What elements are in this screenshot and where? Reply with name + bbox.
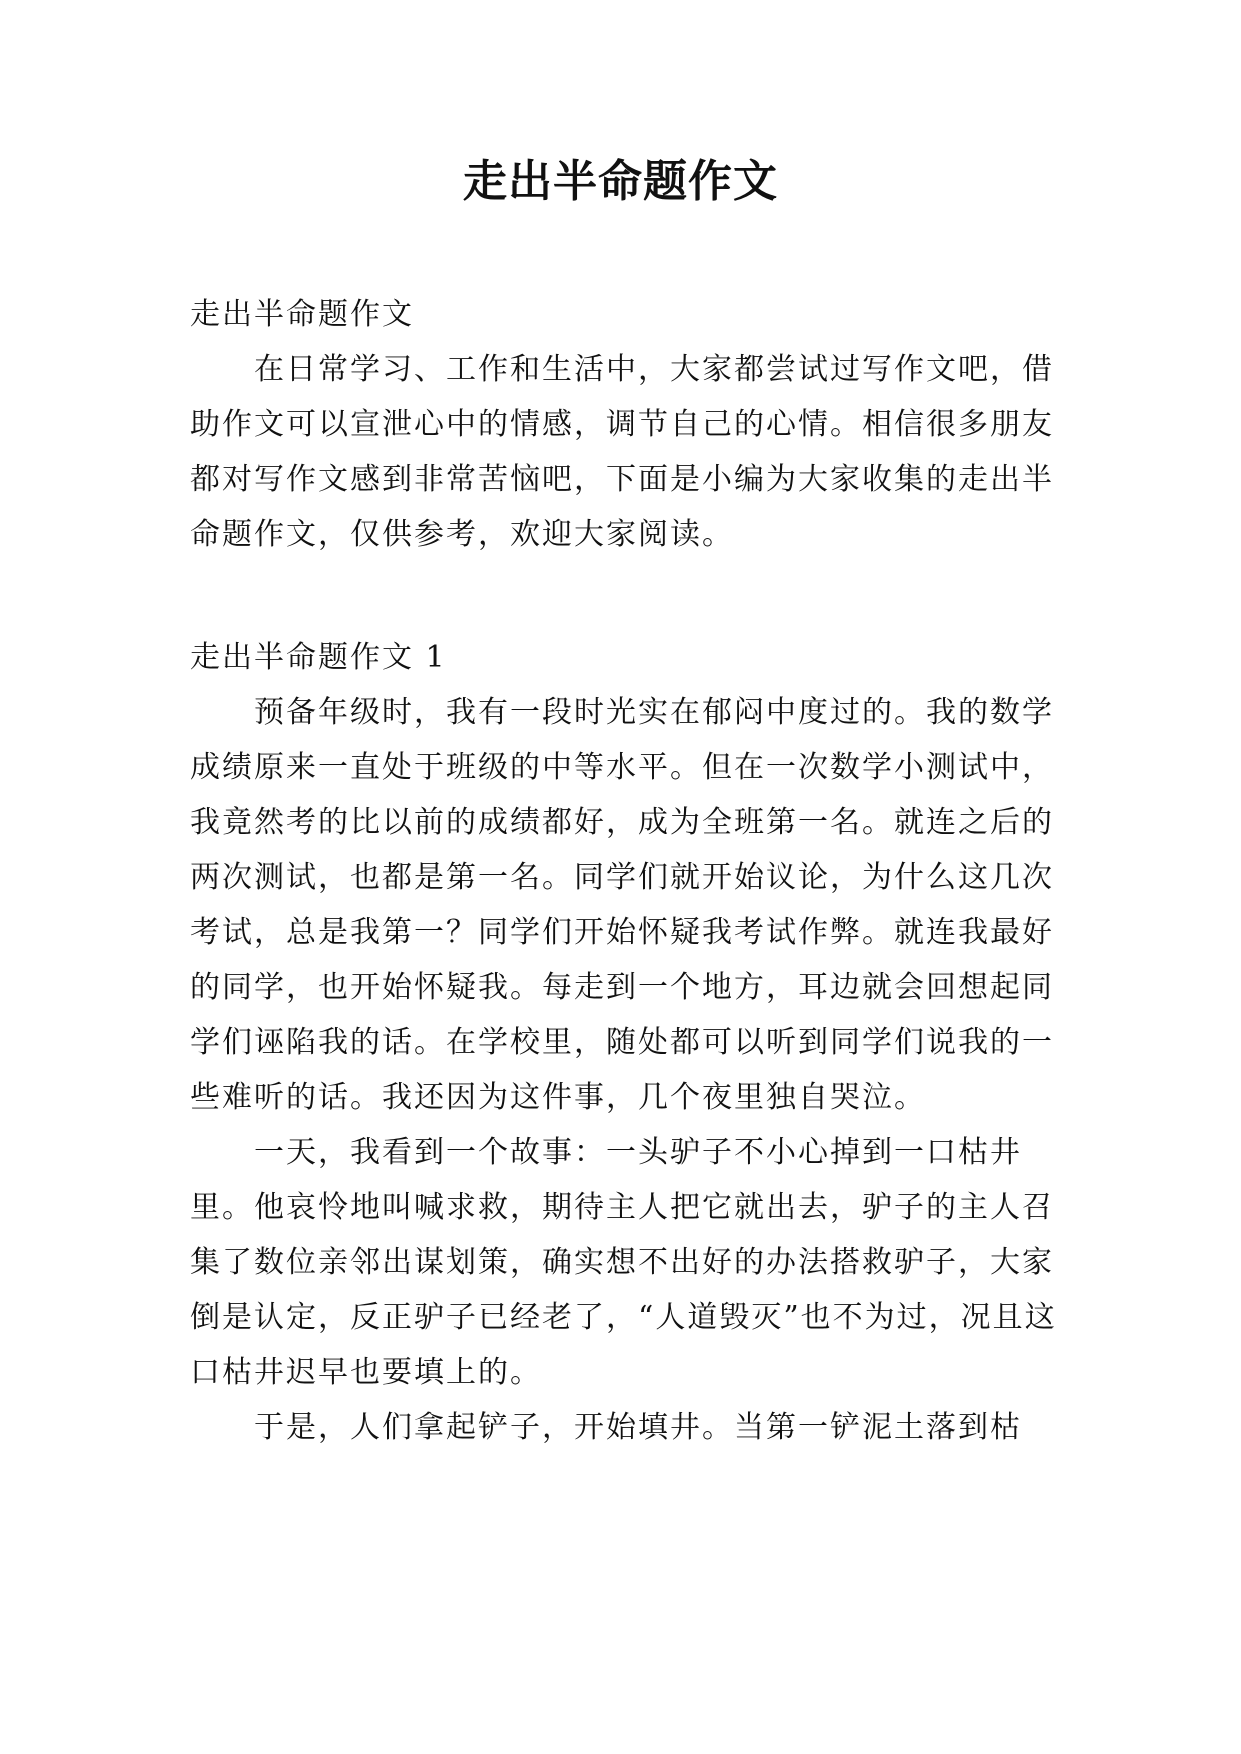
intro-paragraph — [190, 342, 1070, 562]
section1-heading: 走出半命题作文 1 — [190, 640, 447, 675]
section1-paragraph-1: 预备年级时，我有一段时光实在郁闷中度过的。我的数学成绩原来一直处于班级的中等水平。但在一次数学小测试中，我竟然考的比以前的成绩都好，成为全班第一名。就连之后的两次测试，也都是第一名。同学们就开始议论，为什么这几次考试，总是我第一？同学们开始怀疑我考试作弊。就连我最好的同学，也开始怀疑我。每走到一个地方，耳边就会回想起同学们诬陷我的话。在学校里，随处都可以听到同学们说我的一些难听的话。我还因为这件事，几个夜里独自哭泣。 — [190, 695, 1054, 1115]
document-title: 走出半命题作文 — [463, 156, 778, 207]
section1-paragraph-3: 于是，人们拿起铲子，开始填井。当第一铲泥土落到枯 — [254, 1410, 1022, 1445]
section1-body — [190, 685, 1070, 1455]
section1-paragraph-2: 一天，我看到一个故事：一头驴子不小心掉到一口枯井里。他哀怜地叫喊求救，期待主人把它就出去，驴子的主人召集了数位亲邻出谋划策，确实想不出好的办法搭救驴子，大家倒是认定，反正驴子已经老了，“人道毁灭”也不为过，况且这口枯井迟早也要填上的。 — [190, 1135, 1057, 1390]
intro-paragraph-text: 在日常学习、工作和生活中，大家都尝试过写作文吧，借助作文可以宣泄心中的情感，调节自己的心情。相信很多朋友都对写作文感到非常苦恼吧，下面是小编为大家收集的走出半命题作文，仅供参考，欢迎大家阅读。 — [190, 352, 1054, 552]
intro-heading: 走出半命题作文 — [190, 297, 414, 332]
